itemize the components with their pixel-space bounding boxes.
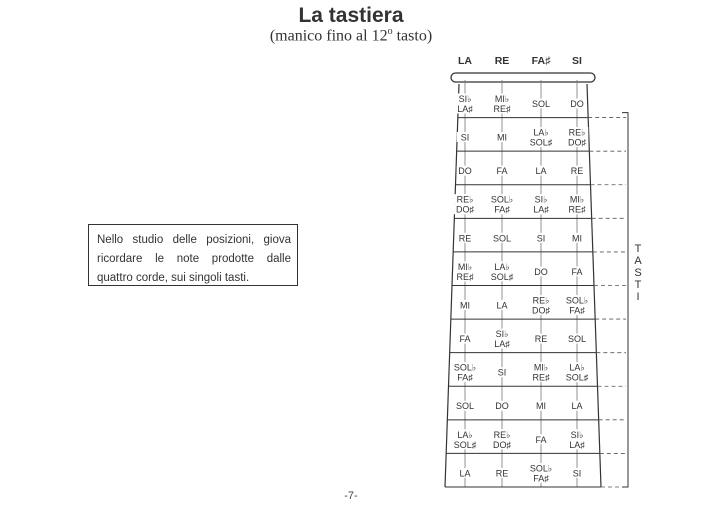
- note-label: FA♯: [457, 372, 473, 383]
- note-label: FA♯: [494, 204, 510, 215]
- string-label: FA♯: [531, 55, 551, 67]
- note-label: SOL: [567, 334, 587, 345]
- note-label: RE♯: [456, 271, 474, 282]
- subtitle-superscript: o: [387, 26, 393, 37]
- note-label: DO: [458, 166, 472, 177]
- side-label-letter: A: [634, 255, 642, 267]
- note-label: FA: [571, 266, 583, 277]
- note-label: RE♯: [532, 372, 550, 383]
- note-label: SOL: [531, 98, 551, 109]
- note-label: DO♯: [568, 137, 586, 148]
- side-label-letter: T: [634, 279, 642, 291]
- note-label: LA♯: [457, 103, 473, 114]
- note-label: LA♭: [457, 429, 473, 440]
- note-label: RE♭: [493, 429, 511, 440]
- note-label: LA♯: [569, 439, 585, 450]
- note-label: LA♭: [494, 261, 510, 272]
- note-label: SOL: [455, 401, 475, 412]
- note-label: FA♯: [533, 473, 549, 484]
- note-label: MI: [572, 233, 582, 244]
- note-label: MI♭: [569, 194, 585, 205]
- note-label: MI: [536, 401, 546, 412]
- note-label: LA♭: [533, 127, 549, 138]
- note-label: DO: [570, 98, 584, 109]
- note-label: SI♭: [458, 93, 472, 104]
- note-label: MI♭: [457, 261, 473, 272]
- subtitle-text: (manico fino al 12: [269, 27, 388, 45]
- note-label: LA♭: [569, 362, 585, 373]
- note-label: LA: [571, 401, 583, 412]
- subtitle-tail: tasto): [392, 27, 433, 45]
- note-label: DO: [495, 401, 509, 412]
- note-label: DO: [534, 266, 548, 277]
- page-title: La tastiera: [298, 4, 404, 27]
- note-label: SOL♯: [529, 137, 553, 148]
- note-label: LA♯: [494, 339, 510, 350]
- note-label: SI♭: [495, 329, 509, 340]
- note-label: RE♯: [493, 103, 511, 114]
- note-label: MI♭: [533, 362, 549, 373]
- page-number: -7-: [344, 490, 358, 502]
- string-label: RE: [494, 55, 510, 67]
- note-label: SOL♭: [529, 463, 553, 474]
- note-label: SI♭: [570, 429, 584, 440]
- note-label: SI: [497, 367, 507, 378]
- note-label: SI: [460, 132, 470, 143]
- note-label: MI: [497, 132, 507, 143]
- note-label: SOL♭: [490, 194, 514, 205]
- note-label: SOL♭: [453, 362, 477, 373]
- note-label: RE♭: [456, 194, 474, 205]
- note-label: DO♯: [493, 439, 511, 450]
- string-label: LA: [458, 55, 472, 67]
- note-label: DO♯: [532, 305, 550, 316]
- note-label: FA: [535, 434, 547, 445]
- note-label: RE♯: [568, 204, 586, 215]
- note-label: FA: [459, 334, 471, 345]
- study-note-box: Nello studio delle posizioni, giova ricordare le note prodotte dalle quattro corde, sui singoli tasti.: [88, 224, 298, 286]
- note-label: FA♯: [569, 305, 585, 316]
- note-label: FA: [496, 166, 508, 177]
- note-label: RE♭: [532, 295, 550, 306]
- note-label: SI: [536, 233, 546, 244]
- note-label: SI♭: [534, 194, 548, 205]
- note-label: SOL♭: [565, 295, 589, 306]
- note-label: LA: [535, 166, 547, 177]
- side-label-letter: S: [634, 267, 642, 279]
- note-label: MI♭: [494, 93, 510, 104]
- side-label-letter: I: [636, 291, 640, 303]
- side-label-letter: T: [634, 243, 642, 255]
- frets-side-label: [632, 243, 644, 303]
- string-label: SI: [572, 55, 582, 67]
- note-label: SI: [572, 468, 582, 479]
- note-label: LA♯: [533, 204, 549, 215]
- note-label: SOL: [492, 233, 512, 244]
- note-label: RE: [458, 233, 472, 244]
- note-label: SOL♯: [453, 439, 477, 450]
- nut-bar: [451, 73, 595, 82]
- note-label: RE♭: [568, 127, 586, 138]
- note-label: LA: [459, 468, 471, 479]
- note-label: SOL♯: [565, 372, 589, 383]
- note-label: RE: [495, 468, 509, 479]
- note-label: RE: [570, 166, 584, 177]
- note-label: LA: [496, 300, 508, 311]
- note-label: DO♯: [456, 204, 474, 215]
- note-label: RE: [534, 334, 548, 345]
- note-label: MI: [460, 300, 470, 311]
- frets-bracket: [622, 113, 628, 487]
- note-label: SOL♯: [490, 271, 514, 282]
